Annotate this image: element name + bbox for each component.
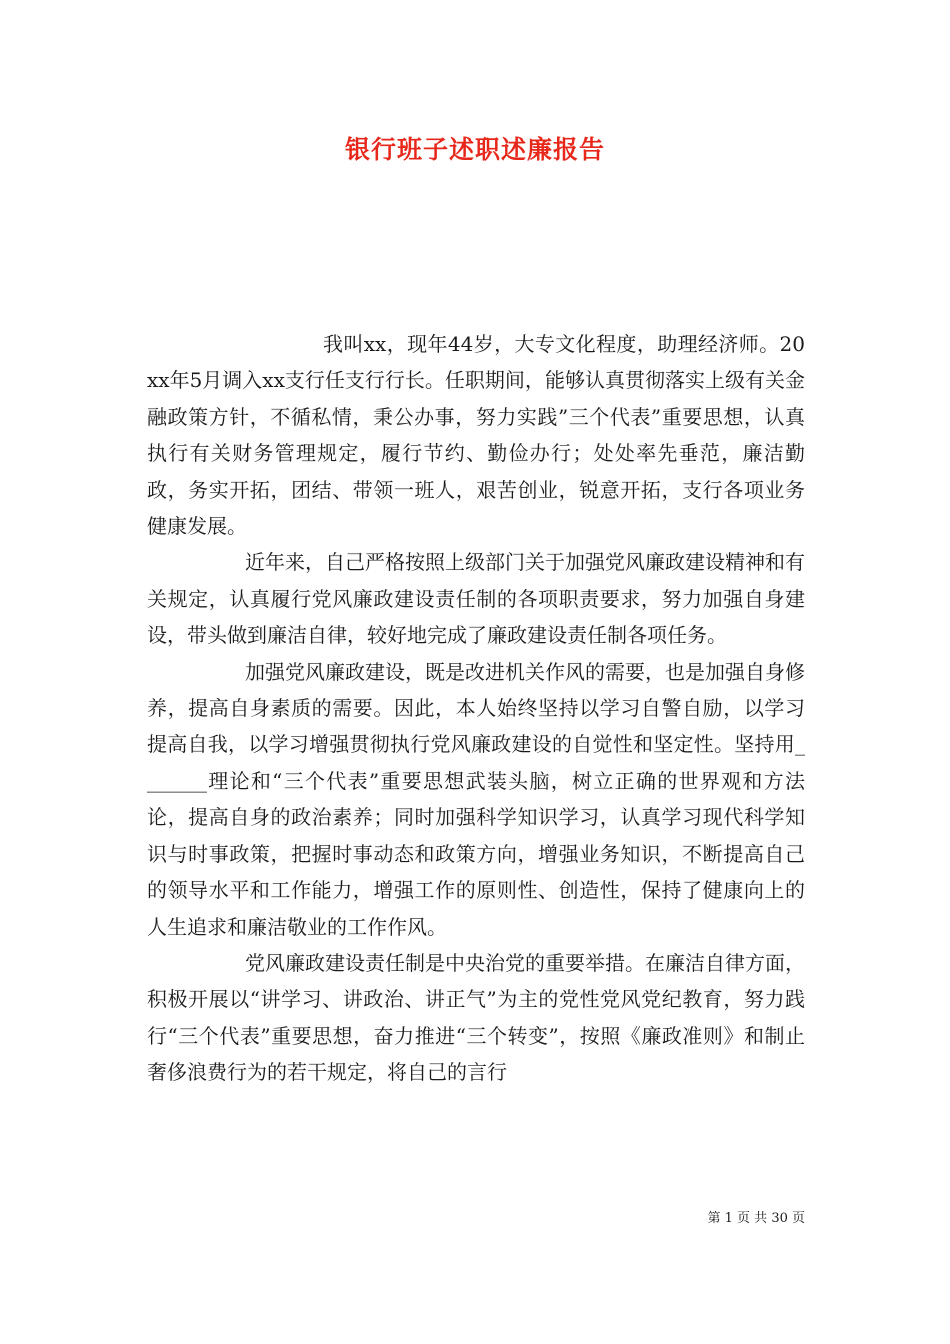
document-body (147, 326, 805, 1091)
document-title: 银行班子述职述廉报告 (344, 135, 605, 164)
paragraph-2: 近年来，自己严格按照上级部门关于加强党风廉政建设精神和有关规定，认真履行党风廉政建设责任制的各项职责要求，努力加强自身建设，带头做到廉洁自律，较好地完成了廉政建设责任制各项任务。 (147, 550, 805, 648)
page-number-footer: 第 1 页 共 30 页 (707, 1211, 805, 1226)
paragraph-4: 党风廉政建设责任制是中央治党的重要举措。在廉洁自律方面，积极开展以“讲学习、讲政治、讲正气”为主的党性党风党纪教育，努力践行“三个代表”重要思想，奋力推进“三个转变”，按照《廉政准则》和制止奢侈浪费行为的若干规定，将自己的言行 (147, 950, 805, 1085)
paragraph-3: 加强党风廉政建设，既是改进机关作风的需要，也是加强自身修养，提高自身素质的需要。因此，本人始终坚持以学习自警自励，以学习提高自我，以学习增强贯彻执行党风廉政建设的自觉性和坚定性。坚持用_______理论和“三个代表”重要思想武装头脑，树立正确的世界观和方法论，提高自身的政治素养；同时加强科学知识学习，认真学习现代科学知识与时事政策，把握时事动态和政策方向，增强业务知识，不断提高自己的领导水平和工作能力，增强工作的原则性、创造性，保持了健康向上的人生追求和廉洁敬业的工作作风。 (147, 659, 805, 939)
paragraph-1: 我叫xx，现年44岁，大专文化程度，助理经济师。20xx年5月调入xx支行任支行行长。任职期间，能够认真贯彻落实上级有关金融政策方针，不循私情，秉公办事，努力实践”三个代表”重要思想，认真执行有关财务管理规定，履行节约、勤俭办行；处处率先垂范，廉洁勤政，务实开拓，团结、带领一班人，艰苦创业，锐意开拓，支行各项业务健康发展。 (147, 332, 805, 539)
